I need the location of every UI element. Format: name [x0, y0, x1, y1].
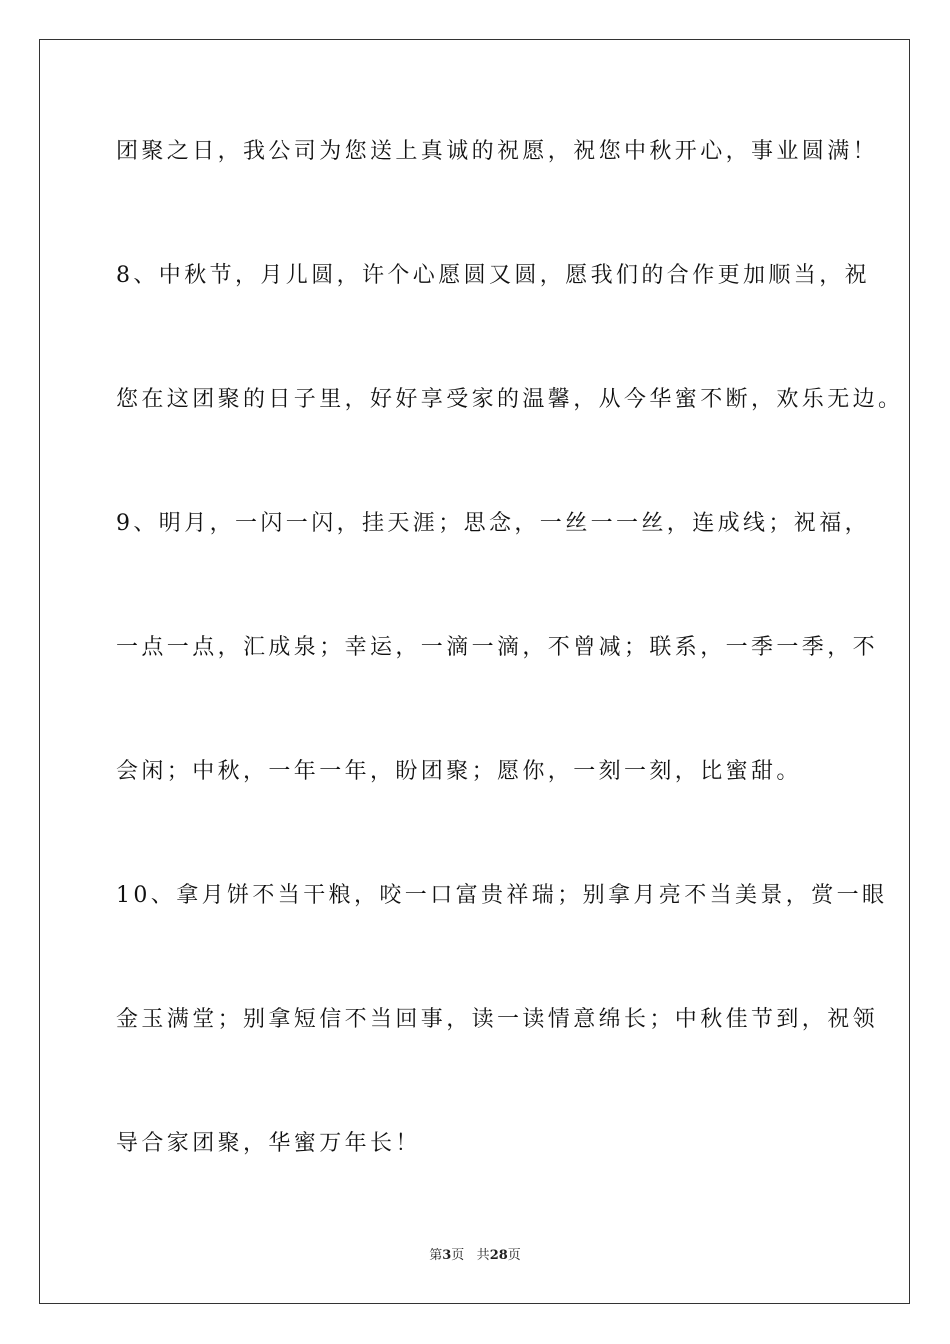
text-line-7: 10、拿月饼不当干粮，咬一口富贵祥瑞；别拿月亮不当美景，赏一眼: [116, 883, 888, 908]
page-border: [39, 39, 910, 1304]
text-line-6: 会闲；中秋，一年一年，盼团聚；愿你，一刻一刻，比蜜甜。: [116, 759, 802, 784]
page-total-number: 28: [489, 1248, 508, 1263]
text-line-8: 金玉满堂；别拿短信不当回事，读一读情意绵长；中秋佳节到，祝领: [116, 1007, 879, 1032]
page-current-number: 3: [442, 1248, 452, 1263]
text-line-5: 一点一点，汇成泉；幸运，一滴一滴，不曾减；联系，一季一季，不: [116, 635, 879, 660]
total-suffix: 页: [507, 1248, 521, 1263]
text-line-3: 您在这团聚的日子里，好好享受家的温馨，从今华蜜不断，欢乐无边。: [116, 387, 904, 412]
text-line-2: 8、中秋节，月儿圆，许个心愿圆又圆，愿我们的合作更加顺当，祝: [116, 263, 870, 288]
text-line-9: 导合家团聚，华蜜万年长！: [116, 1131, 421, 1156]
page-suffix: 页: [451, 1248, 465, 1263]
total-prefix: 共: [476, 1248, 490, 1263]
text-line-1: 团聚之日，我公司为您送上真诚的祝愿，祝您中秋开心，事业圆满！: [116, 139, 879, 164]
page-prefix: 第: [429, 1248, 443, 1263]
text-line-4: 9、明月，一闪一闪，挂天涯；思念，一丝一一丝，连成线；祝福，: [116, 511, 870, 536]
page-footer: [0, 1247, 950, 1265]
